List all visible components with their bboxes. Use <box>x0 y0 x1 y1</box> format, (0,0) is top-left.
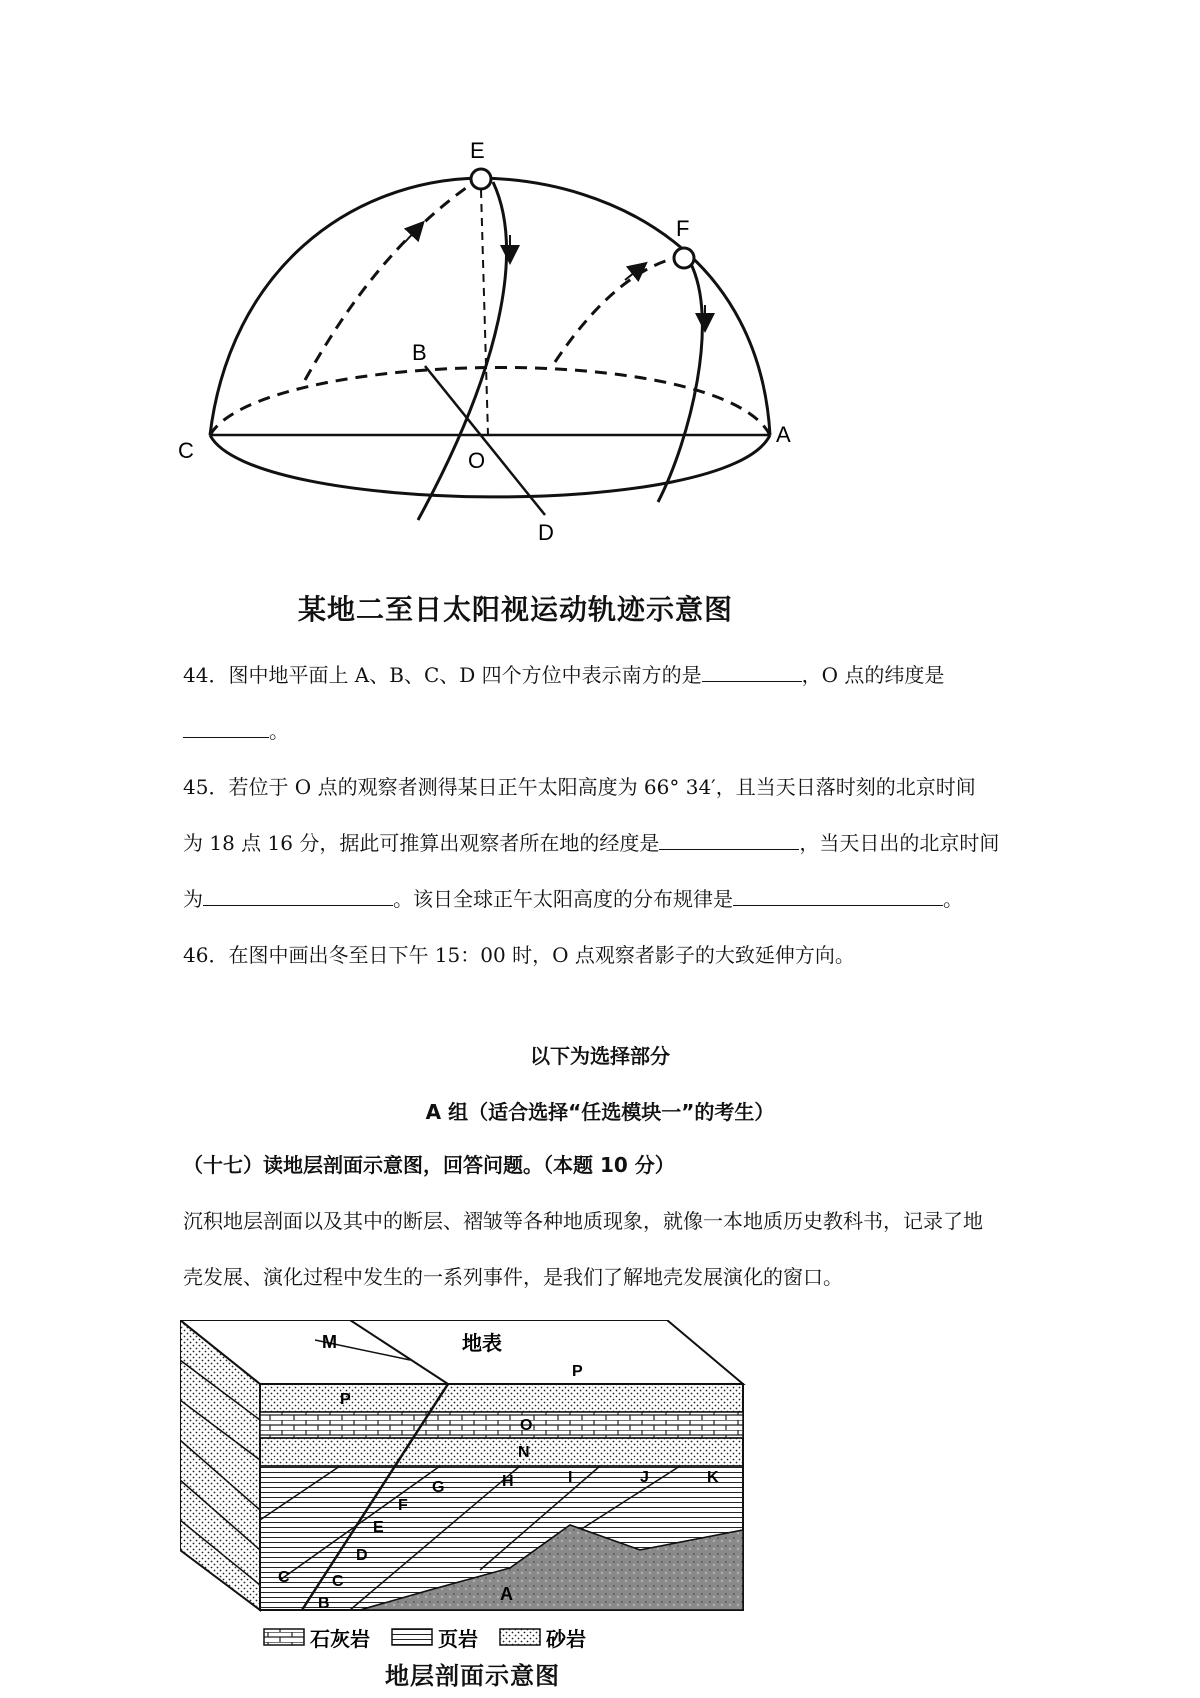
layer-n <box>260 1438 743 1466</box>
winter-path-morning <box>555 258 675 362</box>
q46-line: 46．在图中画出冬至日下午 15：00 时，O 点观察者影子的大致延伸方向。 <box>183 943 855 967</box>
label-f-layer: F <box>398 1497 408 1514</box>
horizon-front <box>210 435 770 497</box>
label-p: P <box>340 1391 351 1408</box>
label-o-layer: O <box>520 1417 533 1434</box>
summer-path-morning <box>305 185 470 380</box>
answer-blank-q45-distribution[interactable] <box>733 885 943 906</box>
q45-line1: 45．若位于 O 点的观察者测得某日正午太阳高度为 66° 34′，且当天日落时刻的北京时间 <box>183 775 976 799</box>
legend-sandstone-swatch <box>500 1629 540 1645</box>
label-a: A <box>776 422 791 447</box>
label-j: J <box>640 1469 649 1486</box>
label-e-layer: E <box>373 1519 384 1536</box>
group-heading: A 组（适合选择“任选模块一”的考生） <box>425 1100 775 1124</box>
strata-legend <box>262 1622 662 1654</box>
intro-line2: 壳发展、演化过程中发生的一系列事件，是我们了解地壳发展演化的窗口。 <box>183 1265 843 1289</box>
label-m: M <box>322 1332 337 1352</box>
label-k: K <box>707 1469 719 1486</box>
q45-line3: 为 。该日全球正午太阳高度的分布规律是 。 <box>183 887 963 911</box>
sun-path-diagram <box>170 130 830 550</box>
label-o: O <box>468 448 486 473</box>
q44-line2: 。 <box>183 716 289 746</box>
question-17-title: （十七）读地层剖面示意图，回答问题。（本题 10 分） <box>183 1153 675 1177</box>
q45-line2: 为 18 点 16 分，据此可推算出观察者所在地的经度是 ，当天日出的北京时间 <box>183 831 1000 855</box>
layer-o <box>260 1412 743 1438</box>
sun-e <box>471 169 491 189</box>
answer-blank-q45-longitude[interactable] <box>659 829 799 850</box>
intro-line1: 沉积地层剖面以及其中的断层、褶皱等各种地质现象，就像一本地质历史教科书，记录了地 <box>183 1209 983 1233</box>
label-e: E <box>470 138 485 163</box>
label-c2: C <box>332 1573 344 1590</box>
label-h: H <box>502 1473 514 1490</box>
legend-shale-label: 页岩 <box>438 1629 478 1651</box>
label-n: N <box>518 1444 530 1461</box>
label-d-layer: D <box>356 1547 368 1564</box>
legend-sandstone-label: 砂岩 <box>546 1629 586 1651</box>
label-d: D <box>538 520 554 545</box>
legend-limestone-swatch <box>264 1629 304 1645</box>
figure1-caption: 某地二至日太阳视运动轨迹示意图 <box>298 593 734 626</box>
label-c1: C <box>278 1569 290 1586</box>
label-a-layer: A <box>500 1584 513 1604</box>
legend-shale-swatch <box>392 1629 432 1645</box>
sun-f <box>674 248 694 268</box>
answer-blank-q44-latitude[interactable] <box>183 717 269 738</box>
layer-p <box>260 1384 743 1412</box>
summer-path-afternoon <box>418 182 506 520</box>
line-b-d <box>425 366 545 515</box>
strata-diagram <box>180 1320 820 1620</box>
label-i: I <box>568 1469 573 1486</box>
figure2-caption: 地层剖面示意图 <box>385 1662 560 1690</box>
label-surface: 地表 <box>462 1333 502 1355</box>
label-p-top: P <box>572 1363 583 1380</box>
answer-blank-q45-sunrise[interactable] <box>203 885 393 906</box>
q44-line1: 44．图中地平面上 A、B、C、D 四个方位中表示南方的是 ，O 点的纬度是 <box>183 663 945 687</box>
zenith-dashed-line <box>481 190 488 435</box>
label-b: B <box>412 340 427 365</box>
legend-limestone-label: 石灰岩 <box>310 1629 370 1651</box>
label-f: F <box>676 216 690 241</box>
label-c: C <box>178 438 194 463</box>
answer-blank-q44-south[interactable] <box>702 661 802 682</box>
section-heading: 以下为选择部分 <box>530 1044 670 1068</box>
label-g: G <box>432 1479 445 1496</box>
label-b-layer: B <box>318 1595 330 1612</box>
